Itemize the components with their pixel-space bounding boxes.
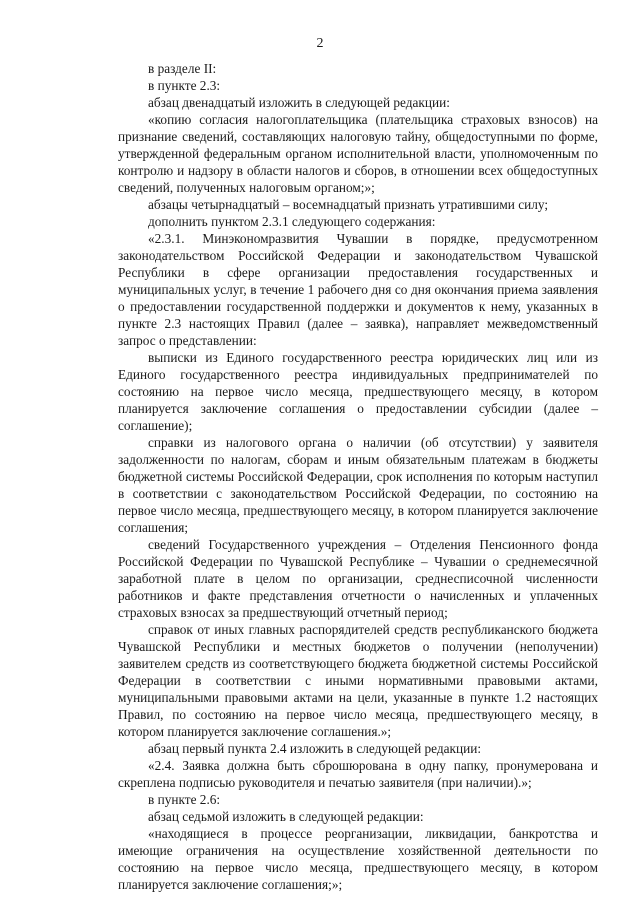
paragraph: абзац седьмой изложить в следующей редакции: xyxy=(148,809,424,824)
paragraph: «находящиеся в процессе реорганизации, ликвидации, банкротства и имеющие ограничения на осуществление хозяйственной деятельности по состоянию на первое число месяца, предшествующего месяцу, в котором планируется заключение соглашения;»; xyxy=(118,826,598,892)
paragraph: «2.4. Заявка должна быть сброшюрована в одну папку, пронумерована и скреплена подписью руководителя и печатью заявителя (при наличии).»; xyxy=(118,758,598,790)
paragraph: сведений Государственного учреждения – Отделения Пенсионного фонда Российской Федерации по Чувашской Республике – Чувашии о среднемесячной заработной плате в целом по организации, среднесписочной численности работников и факте представления отчетности о начисленных и уплаченных страховых взносах за предшествующий отчетный период; xyxy=(118,537,598,620)
document-body xyxy=(118,60,598,893)
paragraph: абзац двенадцатый изложить в следующей редакции: xyxy=(148,95,450,110)
paragraph: справки из налогового органа о наличии (об отсутствии) у заявителя задолженности по налогам, сборам и иным обязательным платежам в бюджеты бюджетной системы Российской Федерации, срок исполнения по которым наступил в соответствии с законодательством Российской Федерации, по состоянию на первое число месяца, предшествующего месяцу, в котором планируется заключение соглашения; xyxy=(118,435,598,535)
paragraph: справок от иных главных распорядителей средств республиканского бюджета Чувашской Республики и местных бюджетов о получении (неполучении) заявителем средств из соответствующего бюджета бюджетной системы Российской Федерации в соответствии с иными нормативными правовыми актами, муниципальными правовыми актами на цели, указанные в пункте 1.2 настоящих Правил, по состоянию на первое число месяца, предшествующего месяцу, в котором планируется заключение соглашения.»; xyxy=(118,622,598,739)
paragraph: в пункте 2.3: xyxy=(148,78,221,93)
paragraph: «2.3.1. Минэкономразвития Чувашии в порядке, предусмотренном законодательством Российской Федерации и законодательством Чувашской Республики в сфере организации предоставления государственных и муниципальных услуг, в течение 1 рабочего дня со дня окончания приема заявления о предоставлении государственной поддержки и документов к нему, указанных в пункте 2.3 настоящих Правил (далее – заявка), направляет межведомственный запрос о представлении: xyxy=(118,231,598,348)
page-number: 2 xyxy=(316,36,324,51)
paragraph: абзацы четырнадцатый – восемнадцатый признать утратившими силу; xyxy=(148,197,549,212)
paragraph: в пункте 2.6: xyxy=(148,792,221,807)
paragraph: выписки из Единого государственного реестра юридических лиц или из Единого государственного реестра индивидуальных предпринимателей по состоянию на первое число месяца, предшествующего месяцу, в котором планируется заключение соглашения о предоставлении субсидии (далее – соглашение); xyxy=(118,350,598,433)
paragraph: абзац первый пункта 2.4 изложить в следующей редакции: xyxy=(148,741,482,756)
paragraph: в разделе II: xyxy=(148,61,217,76)
paragraph: дополнить пунктом 2.3.1 следующего содержания: xyxy=(148,214,436,229)
paragraph: «копию согласия налогоплательщика (плательщика страховых взносов) на признание сведений, составляющих налоговую тайну, общедоступными по форме, утвержденной федеральным органом исполнительной власти, уполномоченным по контролю и надзору в области налогов и сборов, в отношении всех общедоступных сведений, полученных налоговым органом;»; xyxy=(118,112,598,195)
